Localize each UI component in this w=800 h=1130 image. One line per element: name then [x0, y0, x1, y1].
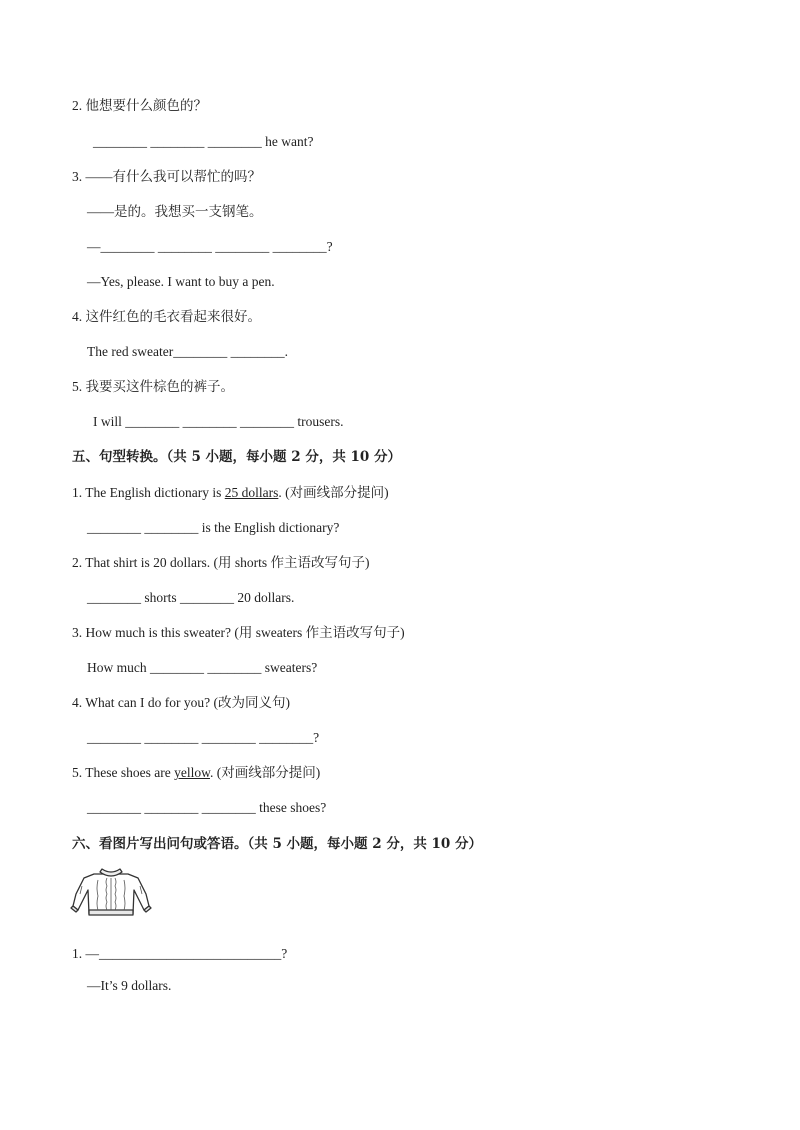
p5-q5-answer: ________ ________ ________ these shoes?: [87, 800, 327, 815]
p4-q4-answer: The red sweater________ ________.: [87, 344, 288, 359]
p5-q3: 3. How much is this sweater? (用 sweaters 作主语改写句子): [72, 625, 405, 640]
p5-q1-answer: ________ ________ is the English dictionary?: [87, 520, 340, 535]
p5-q1-text: 1. The English dictionary is: [72, 485, 225, 500]
section-six-heading: 六、看图片写出问句或答语。（共 5 小题，每小题 2 分，共 10 分）: [72, 836, 483, 852]
p6-q1-answer: —It’s 9 dollars.: [87, 978, 172, 993]
p4-q2-chinese: 2. 他想要什么颜色的？: [72, 98, 207, 113]
p5-q1: [72, 484, 389, 502]
p5-q5-underlined: yellow: [174, 765, 210, 780]
sweater-icon: [70, 866, 152, 920]
p4-q3-reply: —Yes, please. I want to buy a pen.: [87, 274, 275, 289]
p5-q1-underlined: 25 dollars: [224, 485, 279, 500]
p5-q5-instruction: . (对画线部分提问): [209, 765, 321, 780]
p6-q1: 1. —___________________________?: [72, 946, 288, 961]
p5-q3-answer: How much ________ ________ sweaters?: [87, 660, 318, 675]
p5-q4: 4. What can I do for you? (改为同义句): [72, 695, 290, 710]
section-five-heading: 五、句型转换。（共 5 小题，每小题 2 分，共 10 分）: [72, 449, 402, 465]
p4-q5-answer: I will ________ ________ ________ trousers.: [93, 414, 344, 429]
p4-q3-answer: —________ ________ ________ ________?: [87, 239, 333, 254]
p4-q4-chinese: 4. 这件红色的毛衣看起来很好。: [72, 309, 261, 324]
p5-q5: [72, 764, 320, 782]
p4-q5-chinese: 5. 我要买这件棕色的裤子。: [72, 379, 234, 394]
p5-q5-text: 5. These shoes are: [72, 765, 175, 780]
p5-q2: 2. That shirt is 20 dollars. (用 shorts 作主语改写句子): [72, 555, 370, 570]
p4-q3-chinese-b: ——是的。我想买一支钢笔。: [87, 204, 263, 219]
p5-q2-answer: ________ shorts ________ 20 dollars.: [87, 590, 295, 605]
p4-q3-chinese-a: 3. ——有什么我可以帮忙的吗？: [72, 169, 261, 184]
p5-q4-answer: ________ ________ ________ ________?: [87, 730, 320, 745]
p5-q1-instruction: . (对画线部分提问): [278, 485, 389, 500]
p4-q2-answer: ________ ________ ________ he want?: [93, 134, 314, 149]
